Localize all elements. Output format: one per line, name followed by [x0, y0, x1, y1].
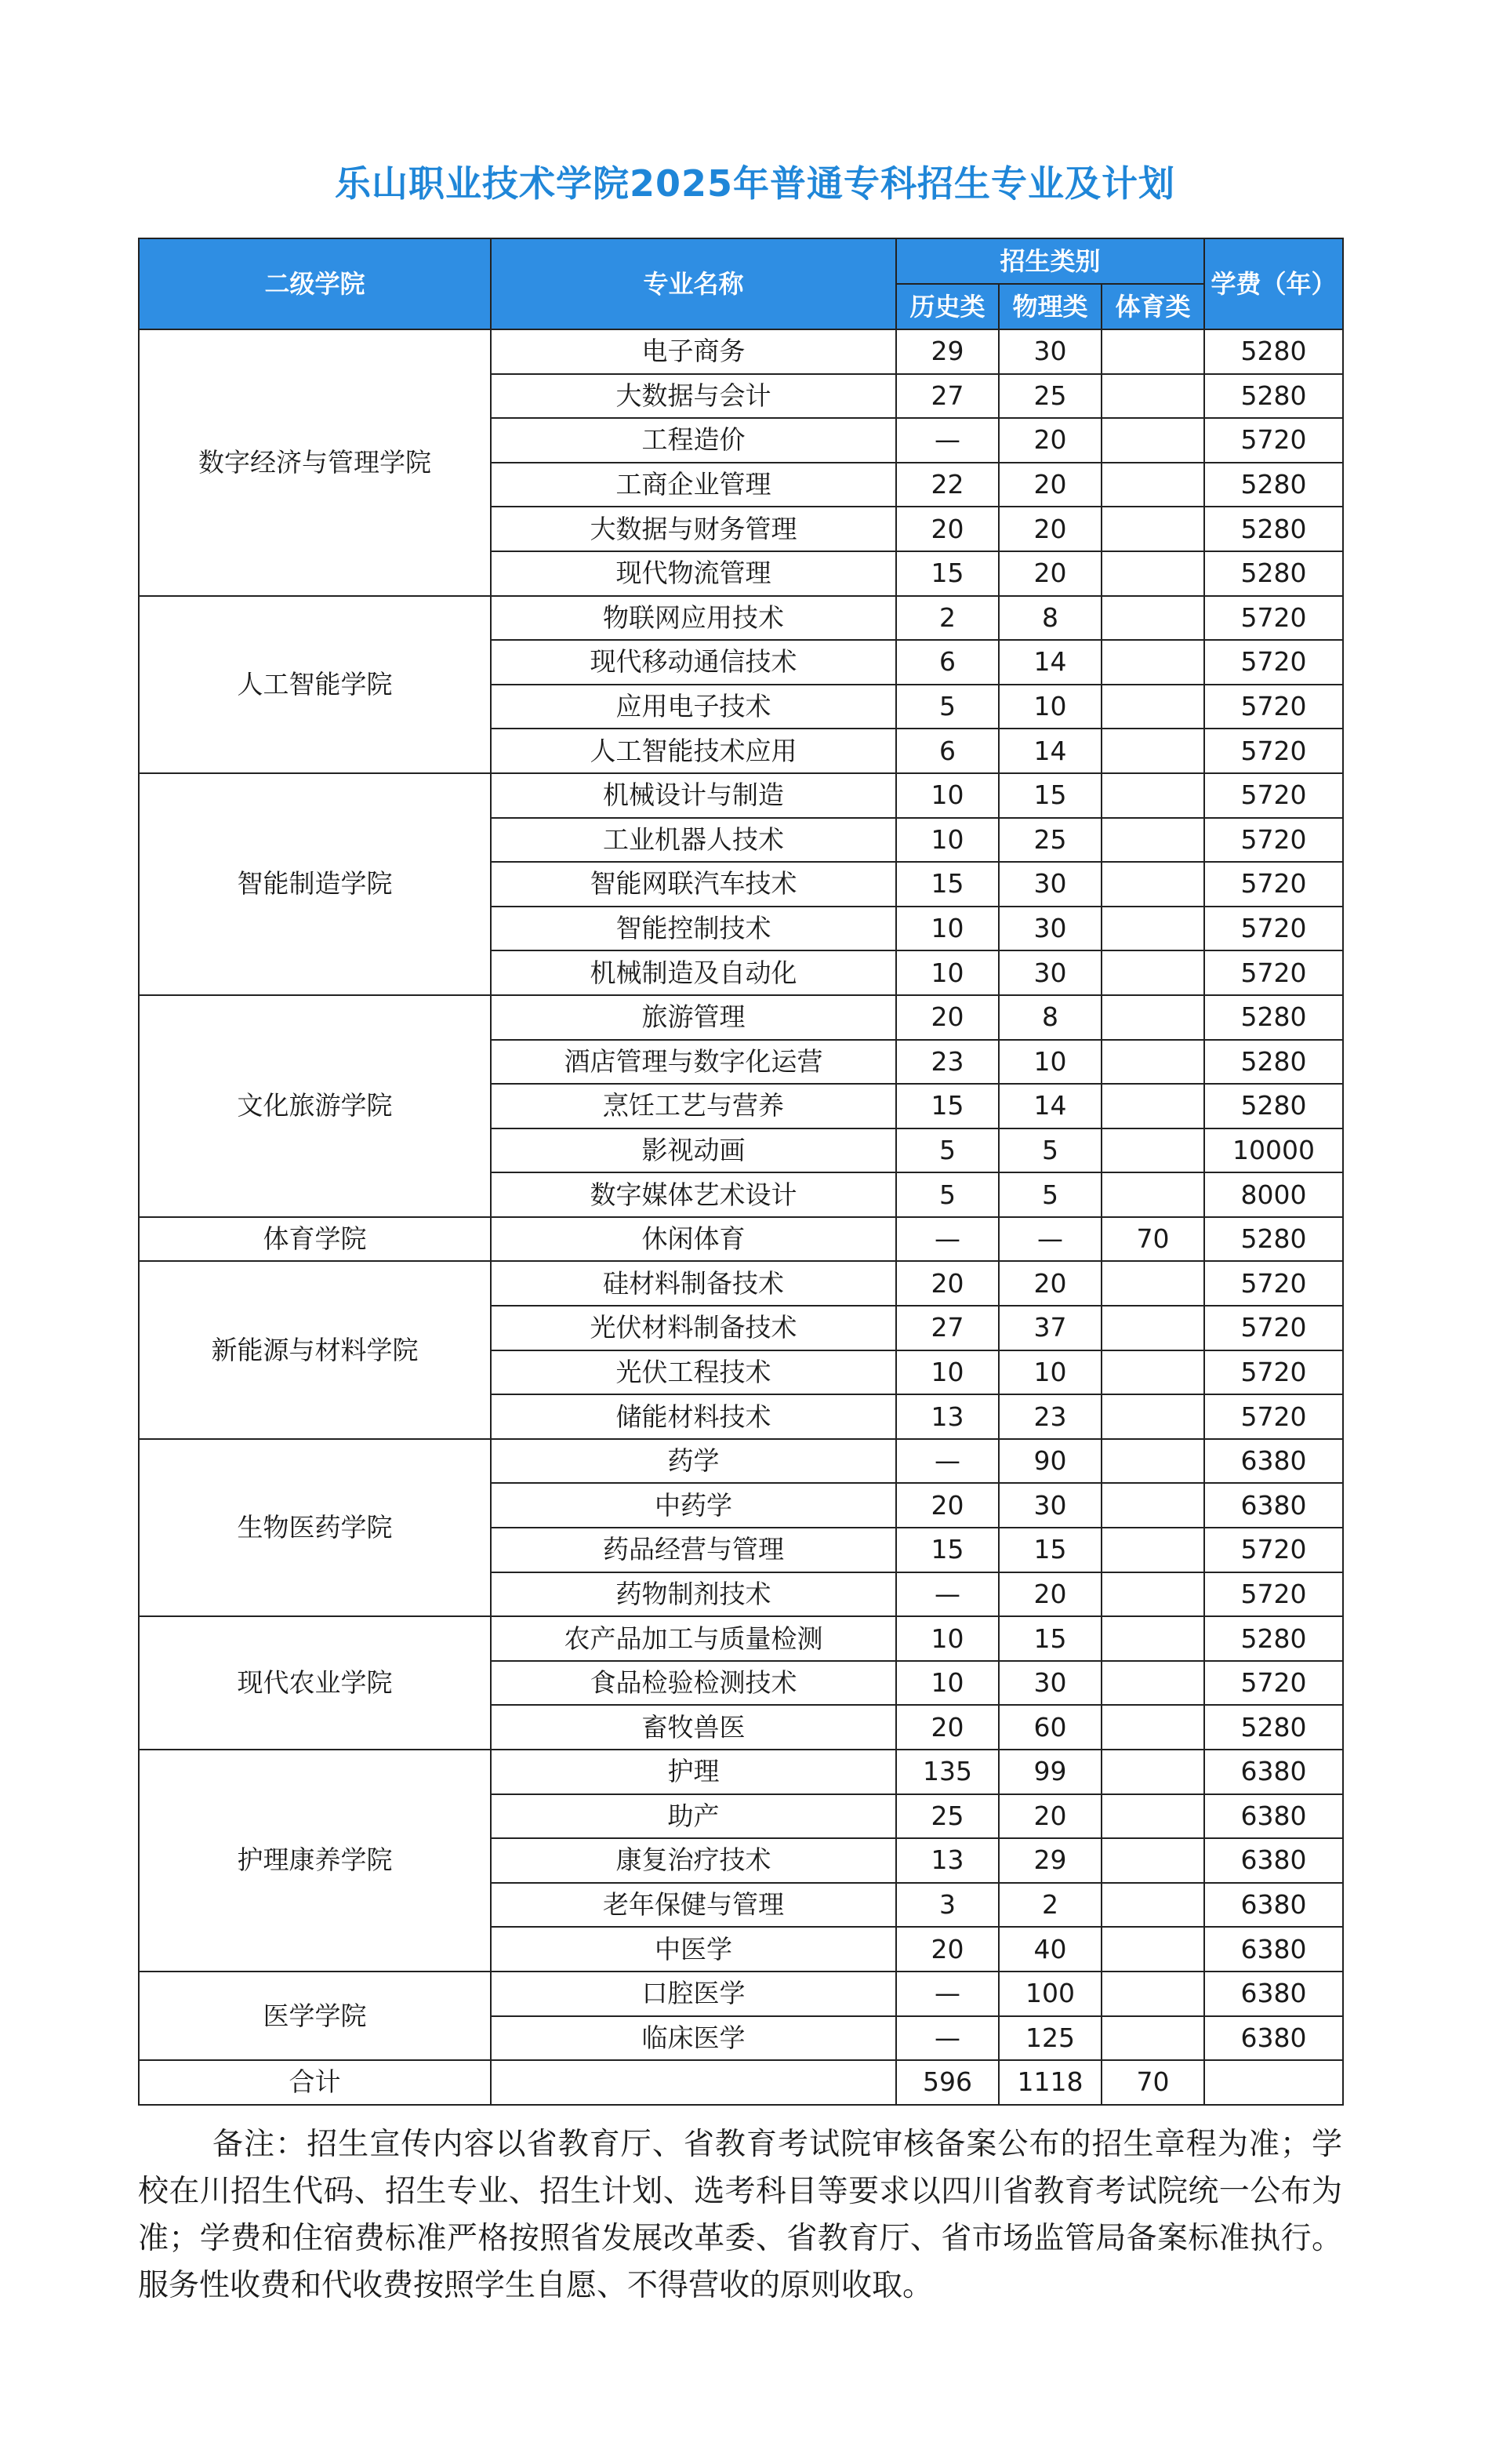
- history-cell: 15: [896, 1084, 999, 1128]
- fee-cell: 5280: [1204, 1705, 1343, 1750]
- major-cell: 影视动画: [491, 1128, 896, 1173]
- physics-cell: 10: [999, 1350, 1102, 1395]
- physics-cell: 15: [999, 1616, 1102, 1661]
- physics-cell: 14: [999, 729, 1102, 773]
- header-fee: 学费（年）: [1204, 238, 1343, 329]
- college-cell: 文化旅游学院: [139, 995, 491, 1217]
- physics-cell: —: [999, 1217, 1102, 1262]
- fee-cell: 5720: [1204, 729, 1343, 773]
- fee-cell: 5280: [1204, 1217, 1343, 1262]
- sports-cell: [1102, 995, 1204, 1040]
- fee-cell: 5280: [1204, 1040, 1343, 1085]
- total-label: 合计: [139, 2060, 491, 2105]
- history-cell: 10: [896, 950, 999, 995]
- sports-cell: [1102, 374, 1204, 419]
- history-cell: 20: [896, 995, 999, 1040]
- physics-cell: 10: [999, 1040, 1102, 1085]
- sports-cell: [1102, 950, 1204, 995]
- sports-cell: [1102, 2016, 1204, 2061]
- fee-cell: 5280: [1204, 507, 1343, 551]
- major-cell: 中医学: [491, 1927, 896, 1972]
- header-physics: 物理类: [999, 284, 1102, 329]
- fee-cell: 5280: [1204, 1084, 1343, 1128]
- physics-cell: 14: [999, 1084, 1102, 1128]
- sports-cell: [1102, 685, 1204, 729]
- fee-cell: 5720: [1204, 1528, 1343, 1572]
- major-cell: 老年保健与管理: [491, 1883, 896, 1928]
- fee-cell: 5720: [1204, 685, 1343, 729]
- college-cell: 医学学院: [139, 1972, 491, 2060]
- sports-cell: [1102, 1927, 1204, 1972]
- sports-cell: [1102, 1705, 1204, 1750]
- fee-cell: 6380: [1204, 1972, 1343, 2016]
- table-row: [139, 1750, 1343, 1794]
- physics-cell: 37: [999, 1306, 1102, 1350]
- physics-cell: 20: [999, 1261, 1102, 1306]
- table-body: [139, 329, 1343, 2105]
- fee-cell: 5720: [1204, 1261, 1343, 1306]
- college-cell: 新能源与材料学院: [139, 1261, 491, 1438]
- physics-cell: 15: [999, 773, 1102, 818]
- fee-cell: 10000: [1204, 1128, 1343, 1173]
- college-cell: 人工智能学院: [139, 596, 491, 773]
- sports-cell: [1102, 862, 1204, 907]
- major-cell: 酒店管理与数字化运营: [491, 1040, 896, 1085]
- major-cell: 智能网联汽车技术: [491, 862, 896, 907]
- major-cell: 药品经营与管理: [491, 1528, 896, 1572]
- table-row: [139, 1261, 1343, 1306]
- physics-cell: 30: [999, 1483, 1102, 1528]
- history-cell: 6: [896, 640, 999, 685]
- fee-cell: 5720: [1204, 1350, 1343, 1395]
- major-cell: 数字媒体艺术设计: [491, 1172, 896, 1217]
- fee-cell: 5720: [1204, 418, 1343, 463]
- major-cell: 工商企业管理: [491, 463, 896, 507]
- sports-cell: [1102, 507, 1204, 551]
- history-cell: 29: [896, 329, 999, 374]
- history-cell: 20: [896, 507, 999, 551]
- major-cell: 护理: [491, 1750, 896, 1794]
- physics-cell: 5: [999, 1128, 1102, 1173]
- sports-cell: [1102, 1616, 1204, 1661]
- sports-cell: [1102, 1572, 1204, 1617]
- fee-cell: 5280: [1204, 1616, 1343, 1661]
- physics-cell: 99: [999, 1750, 1102, 1794]
- major-cell: 大数据与会计: [491, 374, 896, 419]
- header-history: 历史类: [896, 284, 999, 329]
- history-cell: —: [896, 2016, 999, 2061]
- physics-cell: 29: [999, 1838, 1102, 1883]
- history-cell: 135: [896, 1750, 999, 1794]
- fee-cell: 6380: [1204, 1439, 1343, 1484]
- major-cell: 机械制造及自动化: [491, 950, 896, 995]
- history-cell: 6: [896, 729, 999, 773]
- history-cell: —: [896, 1439, 999, 1484]
- physics-cell: 100: [999, 1972, 1102, 2016]
- major-cell: 电子商务: [491, 329, 896, 374]
- major-cell: 中药学: [491, 1483, 896, 1528]
- remarks-note: [138, 2121, 1342, 2310]
- history-cell: 3: [896, 1883, 999, 1928]
- major-cell: 临床医学: [491, 2016, 896, 2061]
- history-cell: 22: [896, 463, 999, 507]
- history-cell: 20: [896, 1927, 999, 1972]
- major-cell: 机械设计与制造: [491, 773, 896, 818]
- table-row: [139, 995, 1343, 1040]
- major-cell: 人工智能技术应用: [491, 729, 896, 773]
- physics-cell: 15: [999, 1528, 1102, 1572]
- sports-cell: [1102, 1838, 1204, 1883]
- major-cell: 光伏工程技术: [491, 1350, 896, 1395]
- college-cell: 生物医药学院: [139, 1439, 491, 1616]
- major-cell: 硅材料制备技术: [491, 1261, 896, 1306]
- history-cell: 13: [896, 1394, 999, 1439]
- history-cell: 10: [896, 1616, 999, 1661]
- fee-cell: 6380: [1204, 1838, 1343, 1883]
- major-cell: 物联网应用技术: [491, 596, 896, 641]
- college-cell: 体育学院: [139, 1217, 491, 1262]
- header-category: 招生类别: [896, 238, 1204, 284]
- table-row: [139, 596, 1343, 641]
- major-cell: 工业机器人技术: [491, 818, 896, 863]
- history-cell: 25: [896, 1794, 999, 1839]
- history-cell: 10: [896, 1350, 999, 1395]
- major-cell: 康复治疗技术: [491, 1838, 896, 1883]
- fee-cell: 5720: [1204, 950, 1343, 995]
- physics-cell: 5: [999, 1172, 1102, 1217]
- fee-cell: 5720: [1204, 773, 1343, 818]
- college-cell: 现代农业学院: [139, 1616, 491, 1750]
- sports-cell: [1102, 1750, 1204, 1794]
- history-cell: 5: [896, 685, 999, 729]
- sports-cell: [1102, 1661, 1204, 1706]
- fee-cell: 6380: [1204, 1883, 1343, 1928]
- table-header: [139, 238, 1343, 329]
- physics-cell: 60: [999, 1705, 1102, 1750]
- physics-cell: 20: [999, 1572, 1102, 1617]
- physics-cell: 30: [999, 329, 1102, 374]
- physics-cell: 30: [999, 907, 1102, 951]
- fee-cell: 5280: [1204, 995, 1343, 1040]
- physics-cell: 10: [999, 685, 1102, 729]
- note-text: 备注：招生宣传内容以省教育厅、省教育考试院审核备案公布的招生章程为准；学校在川招生代码、招生专业、招生计划、选考科目等要求以四川省教育考试院统一公布为准；学费和住宿费标准严格按照省发展改革委、省教育厅、省市场监管局备案标准执行。服务性收费和代收费按照学生自愿、不得营收的原则收取。: [138, 2127, 1342, 2303]
- major-cell: 现代移动通信技术: [491, 640, 896, 685]
- history-cell: 27: [896, 374, 999, 419]
- fee-cell: 6380: [1204, 1483, 1343, 1528]
- fee-cell: 5720: [1204, 862, 1343, 907]
- history-cell: —: [896, 1972, 999, 2016]
- college-cell: 数字经济与管理学院: [139, 329, 491, 596]
- page-title: 乐山职业技术学院2025年普通专科招生专业及计划: [334, 162, 1176, 205]
- fee-cell: 5720: [1204, 1306, 1343, 1350]
- sports-cell: [1102, 1128, 1204, 1173]
- history-cell: 20: [896, 1261, 999, 1306]
- sports-cell: [1102, 1439, 1204, 1484]
- sports-cell: [1102, 1528, 1204, 1572]
- physics-cell: 30: [999, 862, 1102, 907]
- history-cell: 27: [896, 1306, 999, 1350]
- major-cell: 药学: [491, 1439, 896, 1484]
- fee-cell: 5280: [1204, 463, 1343, 507]
- sports-cell: [1102, 596, 1204, 641]
- history-cell: 15: [896, 1528, 999, 1572]
- fee-cell: 6380: [1204, 1927, 1343, 1972]
- history-cell: 20: [896, 1483, 999, 1528]
- history-cell: —: [896, 1217, 999, 1262]
- sports-cell: [1102, 418, 1204, 463]
- major-cell: 食品检验检测技术: [491, 1661, 896, 1706]
- table-row: [139, 1217, 1343, 1262]
- physics-cell: 20: [999, 1794, 1102, 1839]
- physics-cell: 2: [999, 1883, 1102, 1928]
- history-cell: 5: [896, 1128, 999, 1173]
- major-cell: 现代物流管理: [491, 551, 896, 596]
- sports-cell: [1102, 1972, 1204, 2016]
- history-cell: 15: [896, 551, 999, 596]
- sports-cell: [1102, 1794, 1204, 1839]
- sports-cell: [1102, 1350, 1204, 1395]
- sports-cell: [1102, 1084, 1204, 1128]
- college-cell: 护理康养学院: [139, 1750, 491, 1972]
- sports-cell: [1102, 1883, 1204, 1928]
- physics-cell: 8: [999, 596, 1102, 641]
- history-cell: —: [896, 1572, 999, 1617]
- fee-cell: 5720: [1204, 1394, 1343, 1439]
- major-cell: 畜牧兽医: [491, 1705, 896, 1750]
- physics-cell: 14: [999, 640, 1102, 685]
- major-cell: 休闲体育: [491, 1217, 896, 1262]
- fee-cell: 5280: [1204, 551, 1343, 596]
- major-cell: 工程造价: [491, 418, 896, 463]
- major-cell: 大数据与财务管理: [491, 507, 896, 551]
- table-row: [139, 329, 1343, 374]
- physics-cell: 125: [999, 2016, 1102, 2061]
- sports-cell: [1102, 729, 1204, 773]
- fee-cell: 5720: [1204, 1661, 1343, 1706]
- physics-cell: 20: [999, 463, 1102, 507]
- history-cell: 10: [896, 907, 999, 951]
- history-cell: —: [896, 418, 999, 463]
- sports-cell: [1102, 1394, 1204, 1439]
- total-sports: 70: [1102, 2060, 1204, 2105]
- sports-cell: [1102, 463, 1204, 507]
- physics-cell: 20: [999, 418, 1102, 463]
- history-cell: 10: [896, 1661, 999, 1706]
- total-fee: [1204, 2060, 1343, 2105]
- physics-cell: 25: [999, 818, 1102, 863]
- header-college: 二级学院: [139, 238, 491, 329]
- major-cell: 口腔医学: [491, 1972, 896, 2016]
- header-sports: 体育类: [1102, 284, 1204, 329]
- fee-cell: 6380: [1204, 1794, 1343, 1839]
- sports-cell: [1102, 1172, 1204, 1217]
- history-cell: 5: [896, 1172, 999, 1217]
- history-cell: 10: [896, 773, 999, 818]
- fee-cell: 8000: [1204, 1172, 1343, 1217]
- major-cell: 药物制剂技术: [491, 1572, 896, 1617]
- history-cell: 23: [896, 1040, 999, 1085]
- sports-cell: [1102, 1261, 1204, 1306]
- major-cell: 储能材料技术: [491, 1394, 896, 1439]
- total-physics: 1118: [999, 2060, 1102, 2105]
- fee-cell: 5720: [1204, 596, 1343, 641]
- history-cell: 2: [896, 596, 999, 641]
- sports-cell: [1102, 551, 1204, 596]
- physics-cell: 90: [999, 1439, 1102, 1484]
- college-cell: 智能制造学院: [139, 773, 491, 995]
- major-cell: 助产: [491, 1794, 896, 1839]
- fee-cell: 5720: [1204, 907, 1343, 951]
- history-cell: 15: [896, 862, 999, 907]
- major-cell: 光伏材料制备技术: [491, 1306, 896, 1350]
- header-major: 专业名称: [491, 238, 896, 329]
- fee-cell: 5280: [1204, 374, 1343, 419]
- sports-cell: [1102, 1306, 1204, 1350]
- major-cell: 旅游管理: [491, 995, 896, 1040]
- physics-cell: 30: [999, 950, 1102, 995]
- sports-cell: [1102, 640, 1204, 685]
- sports-cell: [1102, 329, 1204, 374]
- major-cell: 智能控制技术: [491, 907, 896, 951]
- sports-cell: [1102, 773, 1204, 818]
- physics-cell: 23: [999, 1394, 1102, 1439]
- fee-cell: 5280: [1204, 329, 1343, 374]
- fee-cell: 6380: [1204, 1750, 1343, 1794]
- total-history: 596: [896, 2060, 999, 2105]
- sports-cell: [1102, 1483, 1204, 1528]
- fee-cell: 5720: [1204, 640, 1343, 685]
- history-cell: 10: [896, 818, 999, 863]
- major-cell: 应用电子技术: [491, 685, 896, 729]
- fee-cell: 5720: [1204, 1572, 1343, 1617]
- history-cell: 13: [896, 1838, 999, 1883]
- physics-cell: 25: [999, 374, 1102, 419]
- major-cell: 烹饪工艺与营养: [491, 1084, 896, 1128]
- physics-cell: 20: [999, 507, 1102, 551]
- sports-cell: [1102, 907, 1204, 951]
- sports-cell: 70: [1102, 1217, 1204, 1262]
- table-row: [139, 1972, 1343, 2016]
- sports-cell: [1102, 1040, 1204, 1085]
- fee-cell: 5720: [1204, 818, 1343, 863]
- history-cell: 20: [896, 1705, 999, 1750]
- enrollment-plan-table: [138, 238, 1344, 2106]
- physics-cell: 20: [999, 551, 1102, 596]
- table-row: [139, 1439, 1343, 1484]
- sports-cell: [1102, 818, 1204, 863]
- total-row: [139, 2060, 1343, 2105]
- total-major-cell: [491, 2060, 896, 2105]
- table-row: [139, 773, 1343, 818]
- major-cell: 农产品加工与质量检测: [491, 1616, 896, 1661]
- fee-cell: 6380: [1204, 2016, 1343, 2061]
- table-row: [139, 1616, 1343, 1661]
- physics-cell: 30: [999, 1661, 1102, 1706]
- physics-cell: 40: [999, 1927, 1102, 1972]
- physics-cell: 8: [999, 995, 1102, 1040]
